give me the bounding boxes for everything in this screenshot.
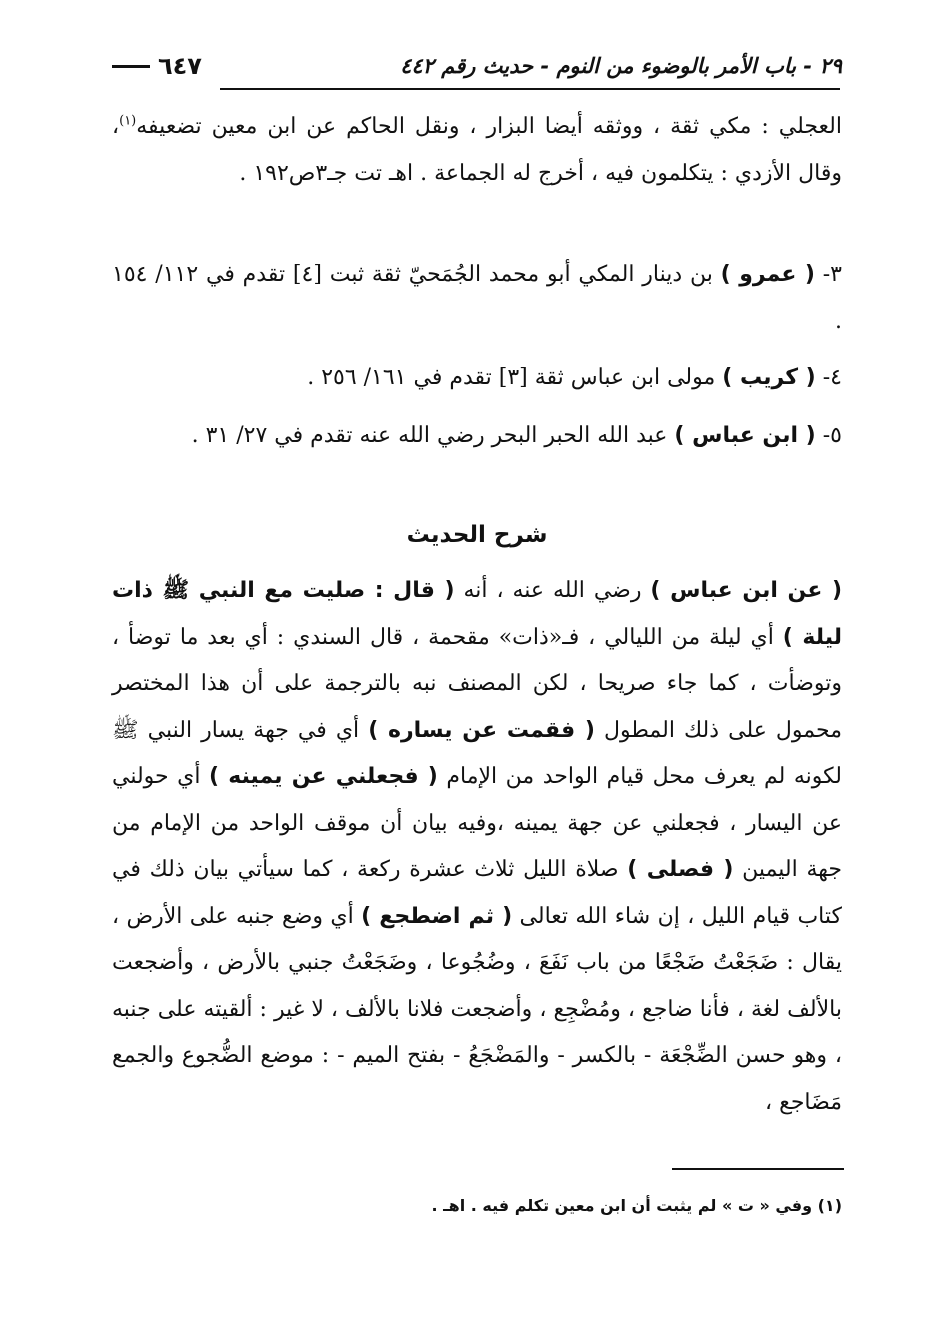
- commentary-text: أي وضع جنبه على الأرض ، يقال : ضَجَعْتُ ضَجْعًا من باب نَفَعَ ، وضُجُوعا ، وضَجَعْتُ جنبي بالأرض ، وأضجعت بالألف لغة ، فأنا ضاجع ، ومُضْجِع ، وأضجعت فلانا بالألف ، لا غير : ألقيته على جنبه ، وهو حسن الضِّجْعَة - بالكسر - والمَضْجَعُ - بفتح الميم - : موضع الضُّجوع والجمع مَضَاجع ،: [112, 903, 842, 1115]
- footnote: (١) وفي « ت » لم يثبت أن ابن معين تكلم فيه . اهـ .: [431, 1196, 842, 1215]
- paragraph-text: مولى ابن عباس ثقة [٣] تقدم في ١٦١/ ٢٥٦ .: [307, 365, 723, 390]
- page-number: ٦٤٧: [158, 52, 202, 80]
- chapter-title: ٢٩ - باب الأمر بالوضوء من النوم - حديث رقم ٤٤٢: [400, 54, 842, 78]
- quoted-phrase: ( ثم اضطجع ): [361, 903, 513, 929]
- narrator-paragraph-1: [112, 104, 842, 197]
- footnote-reference: (١): [119, 113, 137, 129]
- commentary-text: صلاة الليل ثلاث عشرة ركعة ، كما سيأتي بيان ذلك في كتاب قيام الليل ، إن شاء الله تعالى: [112, 857, 842, 929]
- narrator-paragraph-2: [112, 252, 842, 345]
- paragraph-text: عبد الله الحبر البحر رضي الله عنه تقدم في ٢٧/ ٣١ .: [191, 423, 675, 448]
- header-rule: [220, 88, 840, 90]
- commentary-text: أي ليلة من الليالي ، فـ«ذات» مقحمة ، قال السندي : أي بعد ما توضأ ، وتوضأت ، كما جاء صريحا ، لكن المصنف نبه بالترجمة على أن هذا المختصر محمول على ذلك المطول: [112, 624, 842, 743]
- page-number-dash: [112, 65, 150, 68]
- narrator-name: ( عمرو ): [720, 262, 815, 287]
- paragraph-text: بن دينار المكي أبو محمد الجُمَحيّ ثقة ثبت [٤] تقدم في ١١٢/ ١٥٤ .: [112, 262, 842, 334]
- narrator-paragraph-3: [112, 355, 842, 402]
- item-number: ٤-: [815, 365, 842, 390]
- paragraph-text: العجلي : مكي ثقة ، ووثقه أيضا البزار ، ونقل الحاكم عن ابن معين تضعيفه: [136, 114, 842, 139]
- quoted-phrase: ( فجعلني عن يمينه ): [209, 764, 438, 789]
- commentary-text: أي في جهة يسار النبي ﷺ لكونه لم يعرف محل قيام الواحد من الإمام: [112, 717, 842, 789]
- narrator-name: ( كريب ): [722, 365, 816, 390]
- quoted-phrase: ( عن ابن عباس ): [650, 578, 843, 603]
- narrator-paragraph-4: [112, 413, 842, 460]
- narrator-name: ( ابن عباس ): [674, 423, 816, 448]
- quoted-phrase: ( قال : صليت مع النبي ﷺ ذات ليلة ): [112, 578, 842, 650]
- item-number: ٥-: [815, 423, 842, 448]
- quoted-phrase: ( فصلى ): [627, 857, 734, 882]
- page-number-group: [112, 52, 202, 80]
- section-heading: شرح الحديث: [406, 522, 548, 548]
- commentary-text: أي حولني عن اليسار ، فجعلني عن جهة يمينه ،وفيه بيان أن موقف الواحد من الإمام من جهة اليمين: [112, 764, 842, 882]
- paragraph-text-continued: ، وقال الأزدي : يتكلمون فيه ، أخرج له الجماعة . اهـ تت جـ٣ص١٩٢ .: [112, 114, 842, 186]
- commentary-text: رضي الله عنه ، أنه: [454, 578, 651, 603]
- quoted-phrase: ( فقمت عن يساره ): [368, 717, 595, 743]
- commentary-paragraph: [112, 568, 842, 1126]
- running-header: [112, 46, 842, 86]
- item-number: ٣-: [814, 262, 842, 287]
- footnote-rule: [672, 1168, 844, 1170]
